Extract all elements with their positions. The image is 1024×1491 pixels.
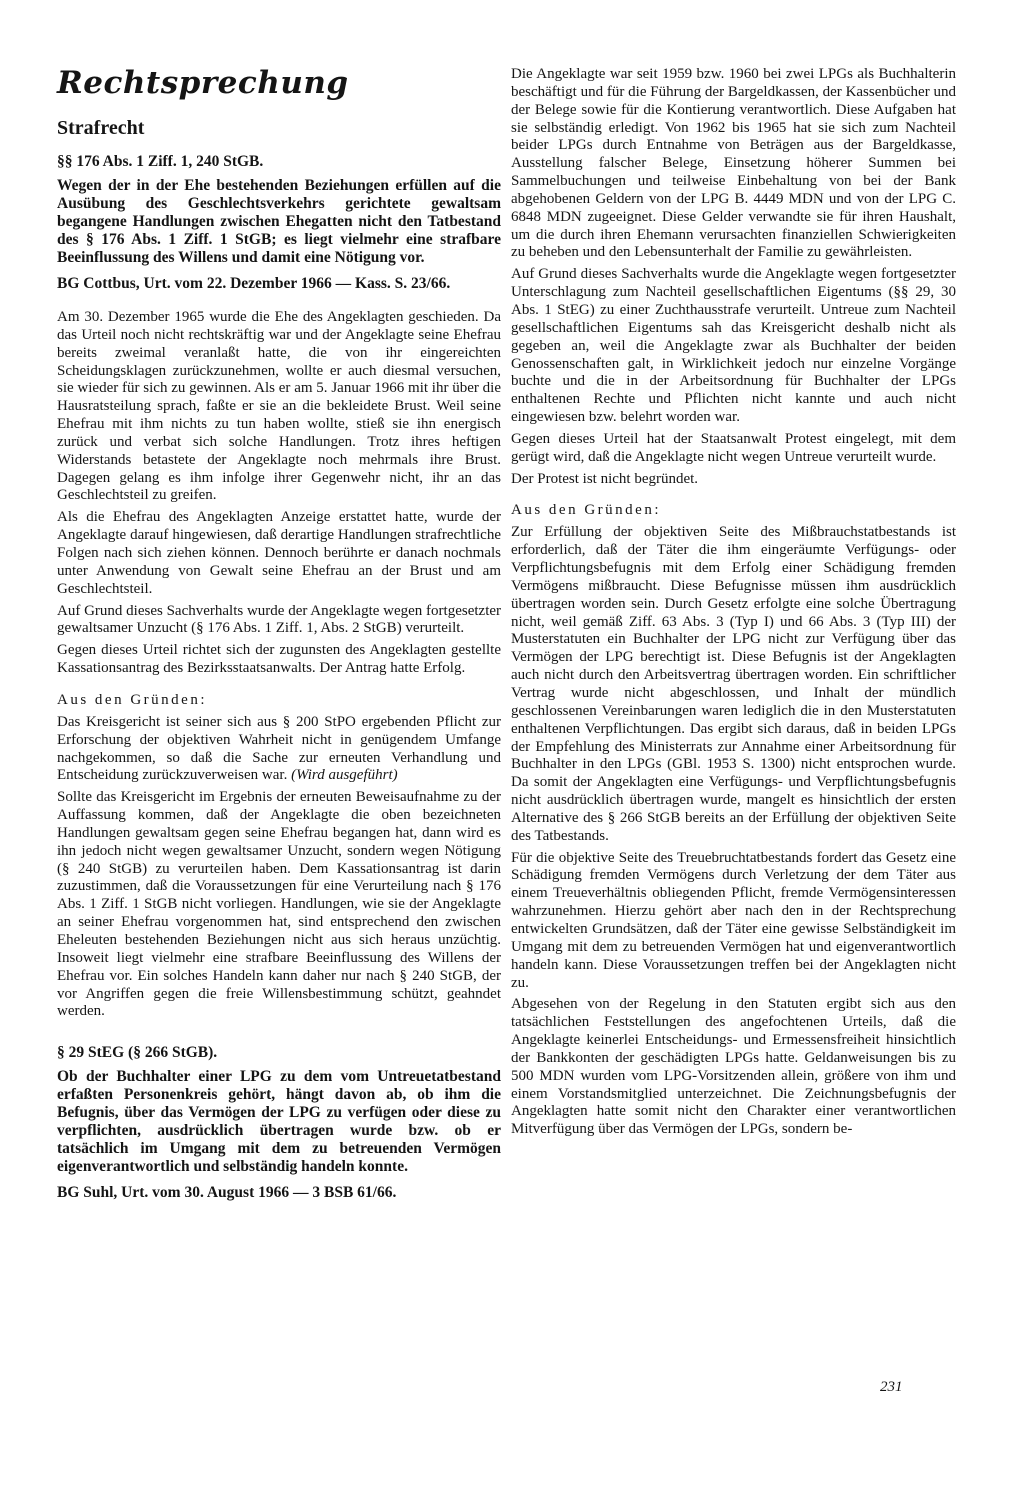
case1-headnote: Wegen der in der Ehe bestehenden Beziehungen erfüllen auf die Ausübung des Geschlechtsverkehrs gerichtete gewaltsam begangene Handlungen zwischen Ehegatten nicht den Tatbestand des § 176 Abs. 1 Ziff. 1 StGB; es liegt vielmehr eine strafbare Beeinflussung des Willens und damit eine Nötigung vor. [57, 177, 501, 266]
case2-facts-paragraph: Gegen dieses Urteil hat der Staatsanwalt Protest eingelegt, mit dem gerügt wird, daß die Angeklagte nicht wegen Untreue verurteilt wurde. [511, 430, 956, 465]
case1-facts-paragraph: Auf Grund dieses Sachverhalts wurde der Angeklagte wegen fortgesetzter gewaltsamer Unzucht (§ 176 Abs. 1 Ziff. 1, Abs. 2 StGB) verurteilt. [57, 602, 502, 637]
case2-facts-paragraph: Die Angeklagte war seit 1959 bzw. 1960 bei zwei LPGs als Buchhalterin beschäftigt und für die Führung der Bargeldkassen, der Kassenbücher und der Belege sowie für die Kontierung verantwortlich. Diese Aufgaben hat sie selbständig erledigt. Von 1962 bis 1965 hat sie sich zum Nachteil beider LPGs durch Entnahme von Beträgen aus der Bargeldkasse, Ausstellung falscher Belege, Einsetzung höherer Summen bei Sammelbuchungen und teilweise Einbehaltung von bei der Bank abgehobenen Geldern von der LPG B. 4449 MDN und von der LPG C. 6848 MDN zugeeignet. Diese Gelder verwandte sie für ihren Haushalt, um die durch ihren Ehemann verursachten finanziellen Schwierigkeiten zu beheben und den Lebensunterhalt der Familie zu gewährleisten. [511, 66, 956, 261]
case1-facts-paragraph: Gegen dieses Urteil richtet sich der zugunsten des Angeklagten gestellte Kassationsantrag des Bezirksstaatsanwalts. Der Antrag hatte Erfolg. [57, 642, 501, 677]
case1-reasons-paragraph: Sollte das Kreisgericht im Ergebnis der erneuten Beweisaufnahme zu der Auffassung kommen, daß der Angeklagte die oben bezeichneten Handlungen gewaltsam gegen seine Ehefrau begangen hat, dann wird es ihn jedoch nicht wegen gewaltsamer Unzucht, sondern wegen Nötigung (§ 240 StGB) zu verurteilen haben. Dem Kassationsantrag ist darin zuzustimmen, daß die Voraussetzungen für eine Verurteilung nach § 176 Abs. 1 Ziff. 1 StGB nicht vorliegen. Handlungen, wie sie der Angeklagte an seiner Ehefrau vorgenommen hat, sind entsprechend den zwischen Eheleuten bestehenden Beziehungen nicht aus sich heraus unzüchtig. Insoweit liegt vielmehr eine strafbare Beeinflussung des Willens der Ehefrau vor. Ein solches Handeln kann daher nur nach § 240 StGB, der vor Angriffen gegen die freie Willensbestimmung schützt, geahndet werden. [57, 789, 501, 1020]
case1-reasons-text: Das Kreisgericht ist seiner sich aus § 200 StPO ergebenden Pflicht zur Erforschung der objektiven Wahrheit nicht in genügendem Umfange nachgekommen, so daß die Sache zur erneuten Verhandlung und Entscheidung zurückzuverweisen war. [57, 713, 501, 784]
case2-citation: BG Suhl, Urt. vom 30. August 1966 — 3 BSB 61/66. [57, 1184, 397, 1202]
case1-reasons-paragraph [57, 714, 501, 785]
page-title: Rechtsprechung [57, 65, 349, 101]
section-title: Strafrecht [57, 117, 145, 139]
case1-reasons-label: Aus den Gründen: [57, 691, 207, 708]
case1-citation: BG Cottbus, Urt. vom 22. Dezember 1966 — Kass. S. 23/66. [57, 275, 451, 292]
case1-law-reference: §§ 176 Abs. 1 Ziff. 1, 240 StGB. [57, 153, 264, 170]
case2-reasons-paragraph: Für die objektive Seite des Treuebruchtatbestands fordert das Gesetz eine Schädigung fremden Vermögens durch Verletzung der dem Täter aus einem Treueverhältnis obliegenden Pflicht, fremde Vermögensinteressen wahrzunehmen. Hierzu gehört aber nach den in der Rechtsprechung entwickelten Grundsätzen, daß der Täter eine gewisse Selbständigkeit im Umgang mit dem zu betreuenden Vermögen hat und eigenverantwortlich handeln kann. Diese Voraussetzungen treffen bei der Angeklagten nicht zu. [511, 849, 956, 991]
case2-facts-paragraph: Auf Grund dieses Sachverhalts wurde die Angeklagte wegen fortgesetzter Unterschlagung zum Nachteil gesellschaftlichen Eigentums (§§ 29, 30 Abs. 1 StEG) zu einer Zuchthausstrafe verurteilt. Untreue zum Nachteil gesellschaftlichen Eigentums sah das Kreisgericht deshalb nicht als gegeben an, weil die Angeklagte zwar als Buchhalter der beiden Genossenschaften galt, in Wirklichkeit jedoch nur einzelne Vorgänge buchte und die in der Arbeitsordnung für Buchhalter der LPGs enthaltenen Rechte und Pflichten nicht kannte und auch nicht eingewiesen bzw. belehrt worden war. [511, 266, 956, 426]
case2-reasons-paragraph: Abgesehen von der Regelung in den Statuten ergibt sich aus den tatsächlichen Feststellungen des angefochtenen Urteils, daß die Angeklagte keinerlei Entscheidungs- und Ermessensfreiheit hinsichtlich der Bankkonten der geschädigten LPGs hatte. Geldanweisungen bis zu 500 MDN wurden vom LPG-Vorsitzenden allein, größere von ihm und einem Vorstandsmitglied unterzeichnet. Die Zeichnungsbefugnis der Angeklagten hatte somit nicht den Charakter einer verantwortlichen Mitverfügung über das Vermögen der LPGs, sondern be- [511, 996, 956, 1138]
case2-reasons-label: Aus den Gründen: [511, 502, 661, 519]
right-column [511, 66, 956, 1143]
page-number: 231 [880, 1379, 903, 1395]
case1-reasons-note: (Wird ausgeführt) [291, 767, 398, 784]
case2-headnote: Ob der Buchhalter einer LPG zu dem vom Untreuetatbestand erfaßten Personenkreis gehört, hängt davon ab, ob ihm die Befugnis, über das Vermögen der LPG zu verfügen oder diese zu verpflichten, ausdrücklich übertragen wurde bzw. ob er tatsächlich im Umgang mit dem zu betreuenden Vermögen eigenverantwortlich und selbständig handeln konnte. [57, 1068, 501, 1176]
left-column [57, 58, 501, 1218]
case2-facts-paragraph: Der Protest ist nicht begründet. [511, 470, 699, 487]
case2-law-reference: § 29 StEG (§ 266 StGB). [57, 1044, 218, 1062]
case1-facts-paragraph: Als die Ehefrau des Angeklagten Anzeige erstattet hatte, wurde der Angeklagte darauf hingewiesen, daß derartige Handlungen strafrechtliche Folgen nach sich ziehen können. Dennoch berührte er danach nochmals unter Anwendung von Gewalt seine Ehefrau an der Brust und am Geschlechtsteil. [57, 509, 501, 597]
case2-reasons-paragraph: Zur Erfüllung der objektiven Seite des Mißbrauchstatbestands ist erforderlich, daß der Täter die ihm eingeräumte Verfügungs- oder Verpflichtungsbefugnis mit dem Erfolg einer Schädigung fremden Vermögens mißbraucht. Diese Befugnisse müssen ihm ausdrücklich übertragen worden sein. Durch Gesetz erfolgte eine solche Übertragung nicht, weil gemäß Ziff. 63 Abs. 3 (Typ I) und 66 Abs. 3 (Typ III) der Musterstatuten ein Buchhalter der LPG nicht zur Verfügung über das Vermögen der LPG berechtigt ist. Diese Befugnis ist der Angeklagten auch nicht durch den Arbeitsvertrag übertragen worden. Ein schriftlicher Vertrag wurde nicht abgeschlossen, und Inhalt der mündlich geschlossenen Vereinbarungen waren lediglich die in den Musterstatuten enthaltenen Verpflichtungen. Das ergibt sich daraus, daß in beiden LPGs der Empfehlung des Ministerrats zur Annahme einer Arbeitsordnung für Buchhalter in den LPGs (GBl. 1953 S. 1300) nicht entsprochen wurde. Da somit der Angeklagten eine Verfügungs- und Verpflichtungsbefugnis nicht ausdrücklich übertragen wurde, mangelt es hinsichtlich der ersten Alternative des § 266 StGB bereits an der Erfüllung der objektiven Seite des Tatbestands. [511, 524, 956, 844]
case1-facts-paragraph: Am 30. Dezember 1965 wurde die Ehe des Angeklagten geschieden. Da das Urteil noch nicht rechtskräftig war und der Angeklagte seine Ehefrau bereits zweimal veranlaßt hatte, die von ihr eingereichten Scheidungsklagen zurückzunehmen, wollte er auch diesmal versuchen, sie wieder für sich zu gewinnen. Als er am 5. Januar 1966 mit ihr über die Hausratsteilung sprach, faßte er sie an die bekleidete Brust. Weil seine Ehefrau mit ihm nichts zu tun haben wollte, stieß sie ihn energisch zurück und verbat sich solche Handlungen. Trotz ihres heftigen Widerstands betastete der Angeklagte noch mehrmals ihre Brust. Dagegen gelang es ihm infolge ihrer Gegenwehr nicht, ihr an das Geschlechtsteil zu greifen. [57, 309, 501, 504]
